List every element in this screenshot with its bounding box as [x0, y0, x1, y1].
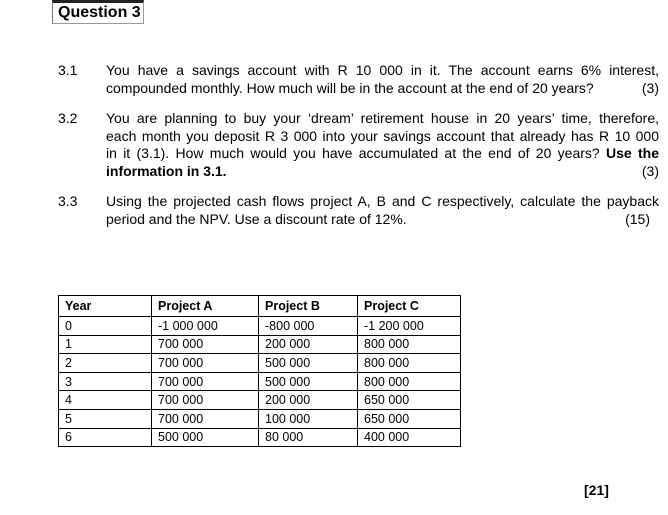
- cell-project-a: 700 000: [152, 391, 259, 410]
- question-number: 3.1: [58, 62, 78, 78]
- table-row: [59, 372, 461, 391]
- question-line: each month you deposit R 3 000 into your savings account that already has R 10 000: [106, 127, 659, 144]
- question-bold-text: Use the: [606, 145, 660, 161]
- question-bold-text: information in 3.1.: [106, 162, 227, 179]
- table-row: [59, 428, 461, 447]
- table-row: [59, 317, 461, 336]
- cell-year: 5: [59, 409, 152, 428]
- cell-project-c: 800 000: [358, 372, 461, 391]
- cell-project-a: -1 000 000: [152, 317, 259, 336]
- cell-project-a: 700 000: [152, 372, 259, 391]
- cell-project-b: 200 000: [259, 391, 358, 410]
- question-line: You are planning to buy your ‘dream’ retirement house in 20 years’ time, therefore,: [106, 110, 659, 126]
- header-project-b: Project B: [259, 296, 358, 317]
- header-project-c: Project C: [358, 296, 461, 317]
- cell-project-c: 800 000: [358, 354, 461, 373]
- cell-year: 6: [59, 428, 152, 447]
- table-row: [59, 354, 461, 373]
- cell-project-b: 80 000: [259, 428, 358, 447]
- question-text: [106, 110, 659, 180]
- cell-project-b: 500 000: [259, 354, 358, 373]
- cell-project-a: 700 000: [152, 409, 259, 428]
- table-row: [59, 335, 461, 354]
- cell-project-b: 200 000: [259, 335, 358, 354]
- question-line-with-marks: [106, 80, 659, 98]
- question-marks: (3): [641, 79, 659, 96]
- question-line: compounded monthly. How much will be in the account at the end of 20 years?: [106, 79, 594, 96]
- header-project-a: Project A: [152, 296, 259, 317]
- cell-project-c: 400 000: [358, 428, 461, 447]
- question-line: in it (3.1). How much would you have accumulated at the end of 20 years?: [106, 145, 600, 161]
- total-marks: [21]: [584, 482, 609, 498]
- cell-year: 0: [59, 317, 152, 336]
- cell-year: 2: [59, 354, 152, 373]
- question-marks: (15): [625, 210, 650, 227]
- question-line: You have a savings account with R 10 000 in it. The account earns 6% interest,: [106, 62, 659, 78]
- question-heading: Question 3: [58, 4, 141, 21]
- table-header-row: [59, 296, 461, 317]
- question-line-with-bold-tail: [106, 145, 659, 163]
- cell-project-c: -1 200 000: [358, 317, 461, 336]
- cell-year: 1: [59, 335, 152, 354]
- cell-project-b: 500 000: [259, 372, 358, 391]
- cell-project-c: 650 000: [358, 409, 461, 428]
- cell-year: 3: [59, 372, 152, 391]
- cell-year: 4: [59, 391, 152, 410]
- table-row: [59, 409, 461, 428]
- cell-project-c: 650 000: [358, 391, 461, 410]
- question-line: Using the projected cash flows project A, B and C respectively, calculate the payback: [106, 193, 659, 209]
- question-text: [106, 193, 659, 228]
- cash-flow-table: [58, 295, 461, 447]
- question-marks: (3): [641, 162, 659, 179]
- cell-project-b: -800 000: [259, 317, 358, 336]
- question-line-with-marks: [106, 163, 659, 181]
- cash-flow-table-wrapper: [58, 295, 461, 447]
- cell-project-a: 700 000: [152, 335, 259, 354]
- question-number: 3.2: [58, 110, 78, 126]
- cell-project-a: 700 000: [152, 354, 259, 373]
- header-year: Year: [59, 296, 152, 317]
- question-number: 3.3: [58, 193, 78, 209]
- cell-project-a: 500 000: [152, 428, 259, 447]
- cell-project-b: 100 000: [259, 409, 358, 428]
- question-line: period and the NPV. Use a discount rate of 12%.: [106, 210, 407, 227]
- question-heading-box: [52, 0, 144, 24]
- cell-project-c: 800 000: [358, 335, 461, 354]
- question-text: [106, 62, 659, 97]
- table-row: [59, 391, 461, 410]
- question-line-with-marks: [106, 211, 659, 229]
